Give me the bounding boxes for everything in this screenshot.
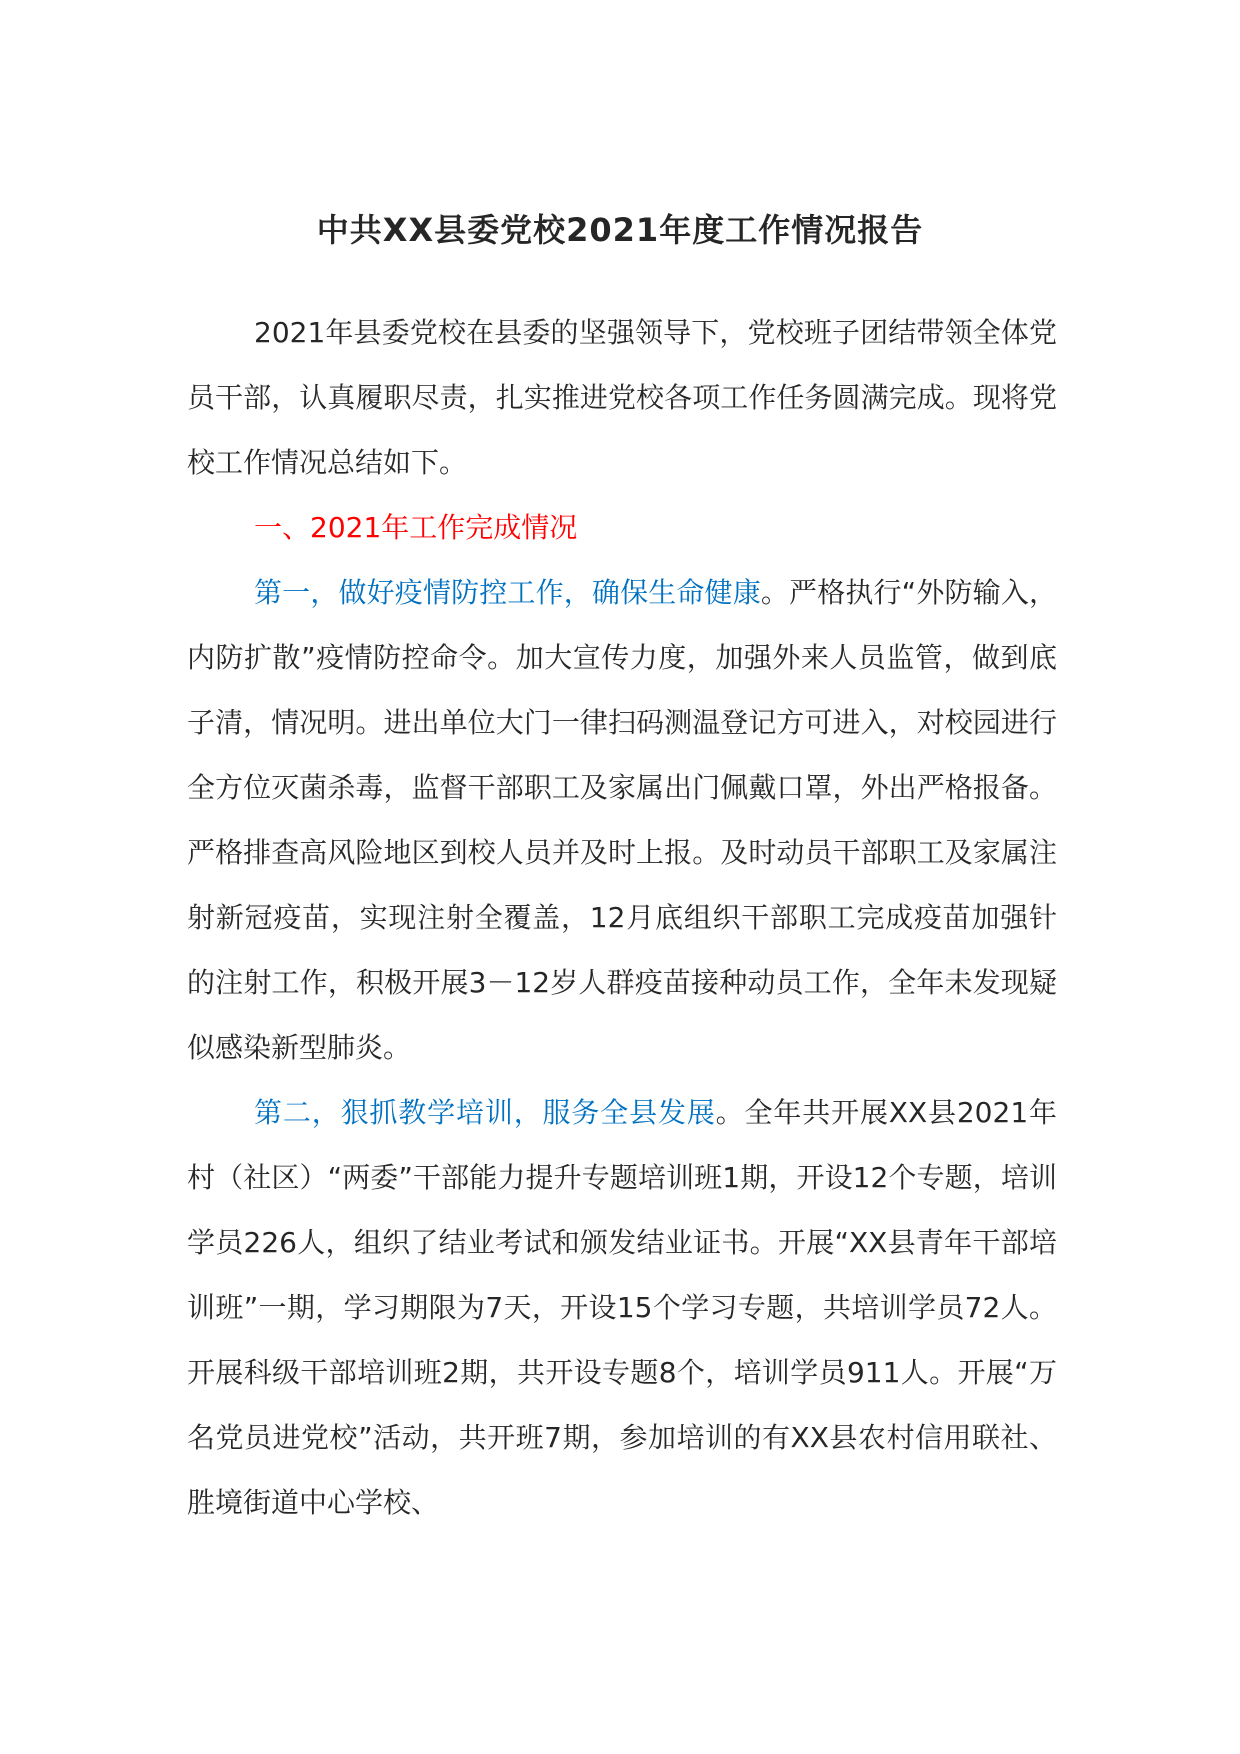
intro-paragraph: 2021年县委党校在县委的坚强领导下，党校班子团结带领全体党员干部，认真履职尽责，扎实推进党校各项工作任务圆满完成。现将党校工作情况总结如下。: [187, 316, 1057, 479]
item-lead-2: 第二，狠抓教学培训，服务全县发展: [254, 1096, 716, 1129]
document-title: 中共XX县委党校2021年度工作情况报告: [316, 211, 924, 249]
item-text-1: 。严格执行“外防输入，内防扩散”疫情防控命令。加大宣传力度，加强外来人员监管，做到底子清，情况明。进出单位大门一律扫码测温登记方可进入，对校园进行全方位灭菌杀毒，监督干部职工及家属出门佩戴口罩，外出严格报备。严格排查高风险地区到校人员并及时上报。及时动员干部职工及家属注射新冠疫苗，实现注射全覆盖，12月底组织干部职工完成疫苗加强针的注射工作，积极开展3－12岁人群疫苗接种动员工作，全年未发现疑似感染新型肺炎。: [187, 576, 1057, 1064]
document-body: [187, 300, 1057, 1535]
item-paragraph-1: [187, 560, 1057, 1080]
item-text-2: 。全年共开展XX县2021年村（社区）“两委”干部能力提升专题培训班1期，开设12个专题，培训学员226人，组织了结业考试和颁发结业证书。开展“XX县青年干部培训班”一期，学习期限为7天，开设15个学习专题，共培训学员72人。开展科级干部培训班2期，共开设专题8个，培训学员911人。开展“万名党员进党校”活动，共开班7期，参加培训的有XX县农村信用联社、胜境街道中心学校、: [187, 1096, 1057, 1519]
section-heading: 一、2021年工作完成情况: [254, 511, 578, 544]
item-paragraph-2: [187, 1080, 1057, 1535]
item-lead-1: 第一，做好疫情防控工作，确保生命健康: [254, 576, 761, 609]
